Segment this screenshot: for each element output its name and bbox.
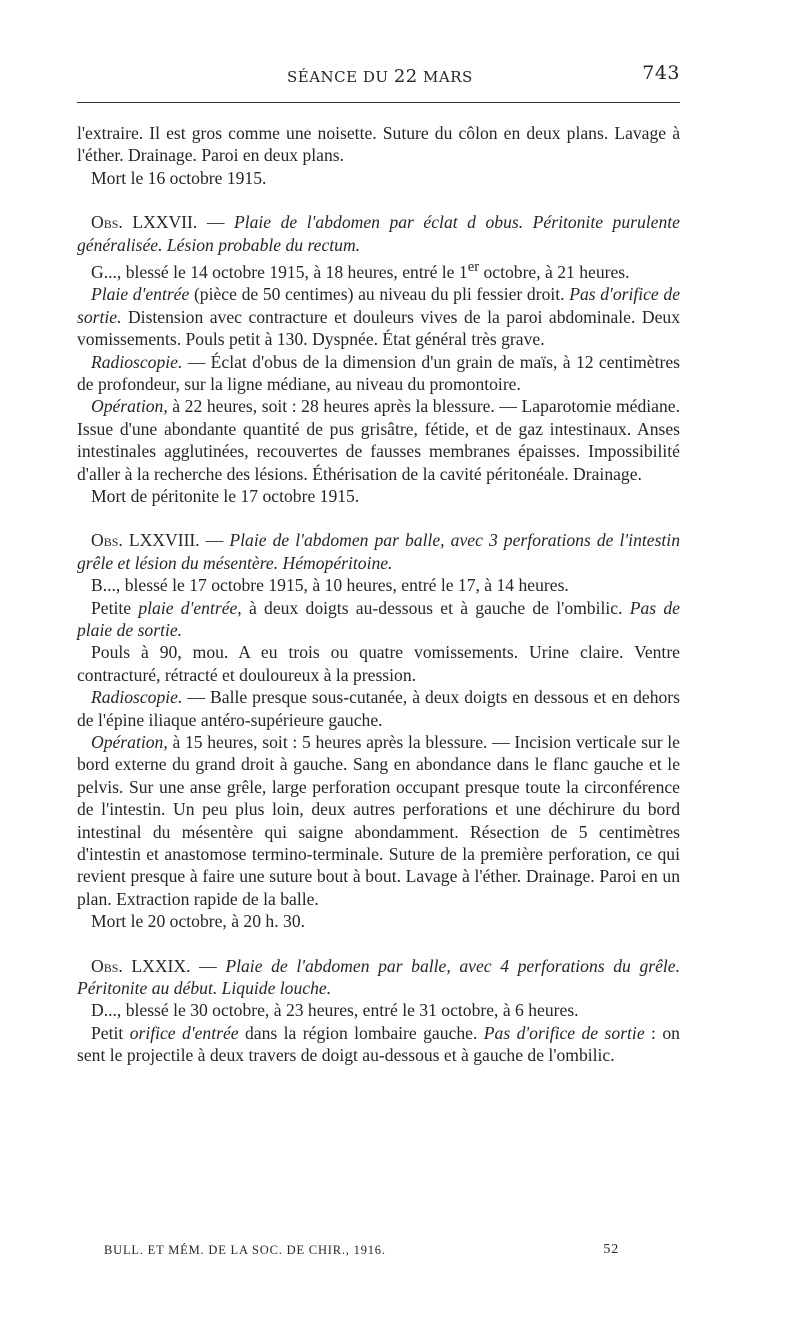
running-title-month: MARS [423, 68, 473, 86]
signature-mark: 52 [603, 1242, 619, 1257]
obs-79-exit-text: : on sent le projectile à deux travers de doigt au-dessous et à gauche de l'ombilic. [77, 1022, 680, 1066]
obs-77-radioscopy [77, 351, 680, 396]
obs-78-radio-label: Radioscopie. [91, 687, 183, 708]
obs-79-entry-label: orifice d'entrée [129, 1022, 239, 1043]
obs-77-patient-sup: er [467, 259, 480, 276]
journal-reference: BULL. ET MÉM. DE LA SOC. DE CHIR., 1916. [104, 1243, 386, 1257]
obs-77-wound [77, 283, 680, 350]
obs-77-patient [77, 256, 680, 283]
obs-78-entry-label: plaie d'entrée, [138, 597, 242, 618]
obs-77-radio-label: Radioscopie. [91, 351, 183, 372]
obs-78-label: Obs. LXXVIII. [91, 530, 200, 551]
obs-77-patient-b: octobre, à 21 heures. [479, 261, 630, 282]
obs-79-dash: — [190, 955, 226, 976]
obs-78-operation [77, 731, 680, 910]
obs-78-exit-label: Pas de plaie de sortie. [77, 597, 680, 640]
obs-78-wound [77, 597, 680, 642]
obs-78-op-label: Opération, [91, 732, 168, 753]
paragraph-continuation: l'extraire. Il est gros comme une noisette. Suture du côlon en deux plans. Lavage à l'éther. Drainage. Paroi en deux plans. [77, 123, 680, 166]
obs-79-entry-text: dans la région lombaire gauche. [238, 1022, 484, 1043]
obs-77-radio-text: — Éclat d'obus de la dimension d'un grain de maïs, à 12 centimètres de profondeur, sur la ligne médiane, au niveau du promontoire. [77, 351, 680, 394]
obs-78-entry-text: à deux doigts au-dessous et à gauche de l'ombilic. [241, 597, 630, 618]
obs-78-entry-pre: Petite [91, 597, 139, 618]
obs-78-pulse: Pouls à 90, mou. A eu trois ou quatre vomissements. Urine claire. Ventre contracturé, rétracté et douloureux à la pression. [77, 642, 680, 685]
obs-77-label: Obs. LXXVII. [91, 212, 198, 233]
obs-77-death: Mort de péritonite le 17 octobre 1915. [91, 485, 360, 506]
page-number: 743 [642, 62, 680, 84]
running-title [287, 66, 473, 87]
obs-78-heading [77, 529, 680, 574]
obs-79-title: Plaie de l'abdomen par balle, avec 4 perforations du grêle. Péritonite au début. Liquide louche. [77, 955, 681, 999]
obs-78-radioscopy [77, 686, 680, 731]
obs-78-dash: — [199, 530, 230, 551]
obs-77-title: Plaie de l'abdomen par éclat d obus. Péritonite purulente généralisée. Lésion probable du rectum. [77, 212, 680, 255]
obs-77-heading [77, 211, 680, 256]
obs-77-entry-text: (pièce de 50 centimes) au niveau du pli fessier droit. [189, 284, 570, 305]
obs-77-entry-label: Plaie d'entrée [91, 284, 190, 305]
obs-78-op-text: à 15 heures, soit : 5 heures après la blessure. — Incision verticale sur le bord externe du grand droit à gauche. Sang en abondance dans le flanc gauche et le pelvis. Sur une anse grêle, large perforation occupant presque toute la circonférence de l'intestin. Un peu plus loin, deux autres perforations et une déchirure du bord intestinal du mésentère qui saigne abondamment. Résection de 5 centimètres d'intestin et anastomose termino-terminale. Suture de la première perforation, ce qui revient presque à faire une suture bout à bout. Lavage à l'éther. Drainage. Paroi en un plan. Extraction rapide de la balle. [77, 732, 680, 909]
obs-78-patient: B..., blessé le 17 octobre 1915, à 10 heures, entré le 17, à 14 heures. [91, 575, 569, 596]
obs-79-wound [77, 1022, 680, 1067]
obs-79-entry-pre: Petit [91, 1022, 130, 1043]
obs-78-death: Mort le 20 octobre, à 20 h. 30. [91, 911, 306, 932]
obs-78-radio-text: — Balle presque sous-cutanée, à deux doigts en dessous et en dehors de l'épine iliaque antéro-supérieure gauche. [77, 687, 680, 730]
header-rule [77, 102, 680, 103]
obs-79-label: Obs. LXXIX. [91, 955, 191, 976]
running-title-day: 22 [393, 66, 418, 87]
running-head [77, 62, 680, 90]
obs-77-patient-a: G..., blessé le 14 octobre 1915, à 18 heures, entré le 1 [91, 261, 468, 282]
obs-77-op-text: à 22 heures, soit : 28 heures après la blessure. — Laparotomie médiane. Issue d'une abondante quantité de pus grisâtre, fétide, et de gaz intestinaux. Anses intestinales agglutinées, recouvertes de fausses membranes épaisses. Impossibilité d'aller à la recherche des lésions. Éthérisation de la cavité péritonéale. Drainage. [77, 396, 680, 484]
paragraph-death-note: Mort le 16 octobre 1915. [91, 167, 267, 188]
obs-79-heading [77, 955, 680, 1000]
article-body [77, 122, 680, 1067]
obs-77-exit-text: Distension avec contracture et douleurs vives de la paroi abdominale. Deux vomissements. Pouls petit à 130. Dyspnée. État général très grave. [77, 306, 680, 350]
running-title-seance: SÉANCE DU [287, 68, 389, 86]
obs-77-dash: — [197, 212, 234, 233]
obs-77-op-label: Opération, [91, 396, 168, 417]
obs-77-operation [77, 395, 680, 485]
obs-79-patient: D..., blessé le 30 octobre, à 23 heures, entré le 31 octobre, à 6 heures. [91, 1000, 579, 1021]
obs-79-exit-label: Pas d'orifice de sortie [483, 1022, 645, 1043]
obs-77-exit-label: Pas d'orifice de sortie. [77, 284, 680, 327]
obs-78-title: Plaie de l'abdomen par balle, avec 3 perforations de l'intestin grêle et lésion du mésentère. Hémopéritoine. [77, 530, 680, 573]
